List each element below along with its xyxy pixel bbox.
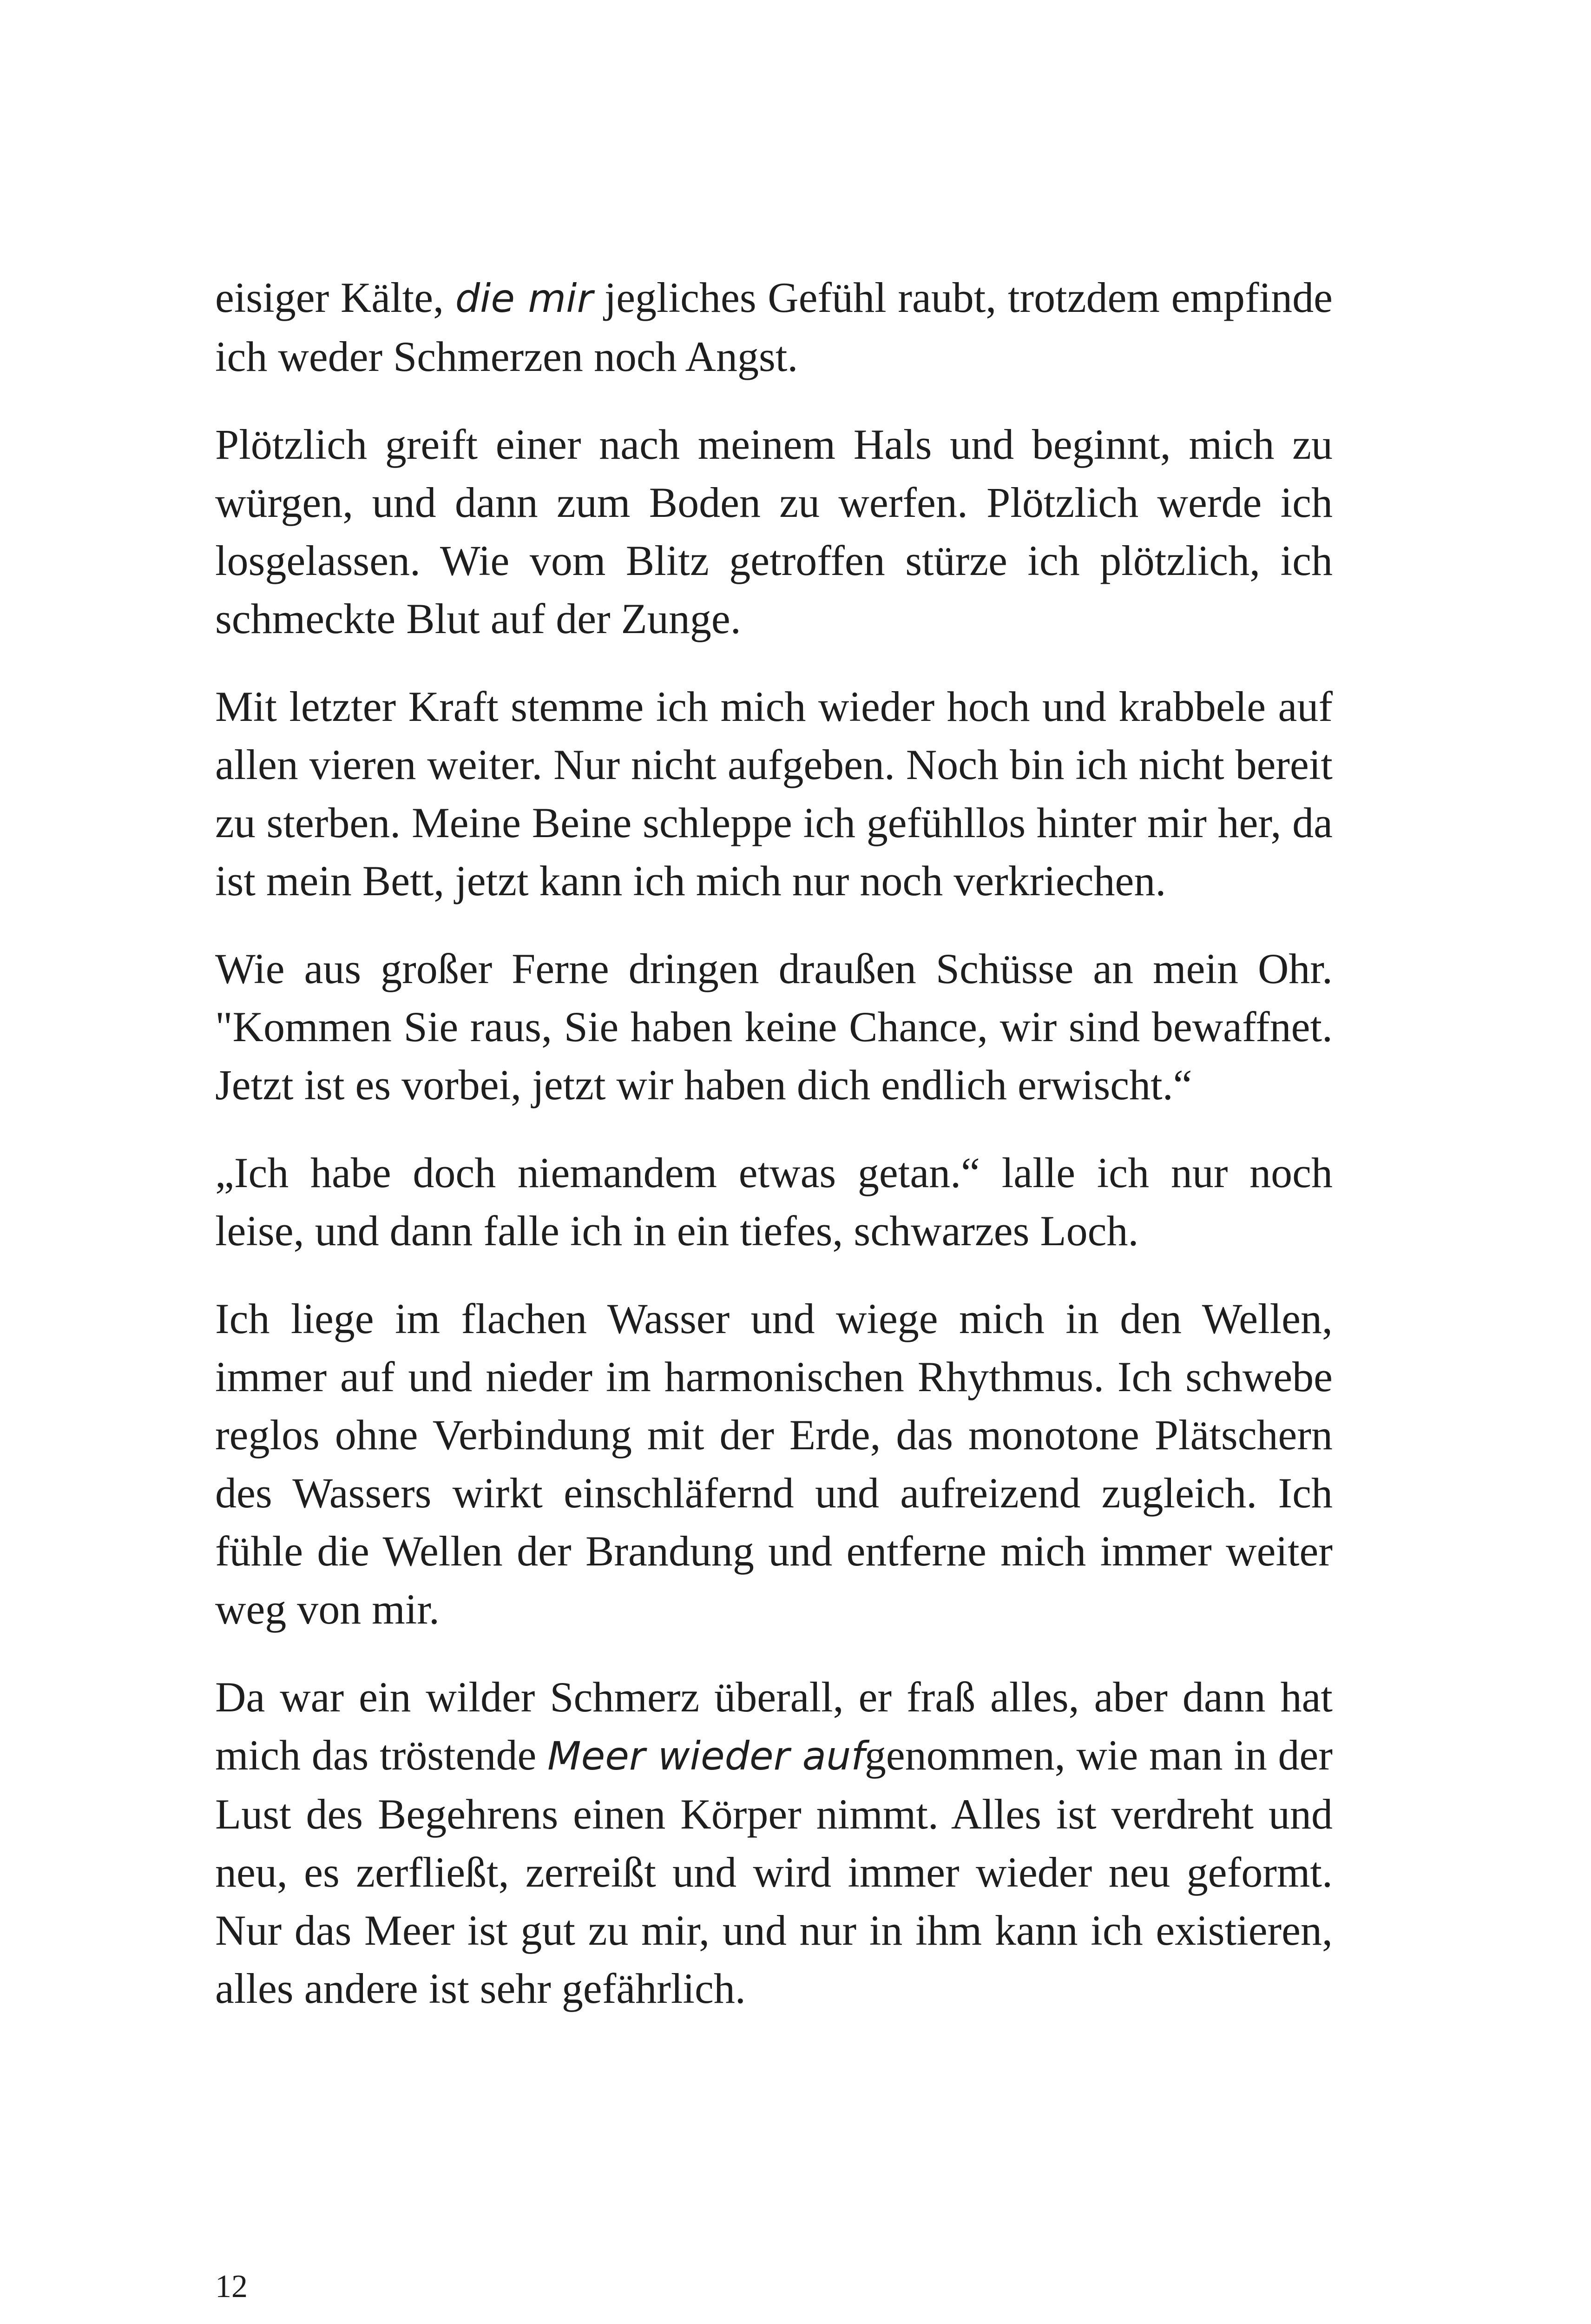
- paragraph: „Ich habe doch niemandem etwas getan.“ lalle ich nur noch leise, und dann falle ich in ein tiefes, schwarzes Loch.: [215, 1149, 1333, 1254]
- emphasized-text: Meer wieder auf: [547, 1733, 865, 1779]
- paragraph-text: Da war ein wilder Schmerz überall, er fraß alles, aber dann hat mich das tröstende: [215, 1673, 1333, 1779]
- paragraph: [215, 1668, 1333, 2018]
- paragraph-text: jegliches Gefühl raubt, trotzdem empfinde ich weder Schmerzen noch Angst.: [215, 274, 1333, 380]
- paragraph-text: genommen, wie man in der Lust des Begehrens einen Körper nimmt. Alles ist verdreht und neu, es zerfließt, zerreißt und wird immer wieder neu geformt. Nur das Meer ist gut zu mir, und nur in ihm kann ich existieren, alles andere ist sehr gefährlich.: [215, 1731, 1333, 2012]
- emphasized-text: die mir: [455, 276, 593, 321]
- paragraph: Plötzlich greift einer nach meinem Hals und beginnt, mich zu würgen, und dann zum Boden zu werfen. Plötzlich werde ich losgelassen. Wie vom Blitz getroffen stürze ich plötzlich, ich schmeckte Blut auf der Zunge.: [215, 421, 1333, 642]
- paragraph: Ich liege im flachen Wasser und wiege mich in den Wellen, immer auf und nieder im harmonischen Rhythmus. Ich schwebe reglos ohne Verbindung mit der Erde, das monotone Plätschern des Wassers wirkt einschläfernd und aufreizend zugleich. Ich fühle die Wellen der Brandung und entferne mich immer weiter weg von mir.: [215, 1295, 1333, 1633]
- paragraph-text: eisiger Kälte,: [215, 274, 455, 321]
- page-number: 12: [215, 2269, 248, 2304]
- paragraph: Wie aus großer Ferne dringen draußen Schüsse an mein Ohr. "Kommen Sie raus, Sie haben keine Chance, wir sind bewaffnet. Jetzt ist es vorbei, jetzt wir haben dich endlich erwischt.“: [215, 945, 1333, 1109]
- body-text: [215, 269, 1333, 2018]
- paragraph: Mit letzter Kraft stemme ich mich wieder hoch und krabbele auf allen vieren weiter. Nur nicht aufgeben. Noch bin ich nicht bereit zu sterben. Meine Beine schleppe ich gefühllos hinter mir her, da ist mein Bett, jetzt kann ich mich nur noch verkriechen.: [215, 683, 1333, 905]
- paragraph: [215, 269, 1333, 386]
